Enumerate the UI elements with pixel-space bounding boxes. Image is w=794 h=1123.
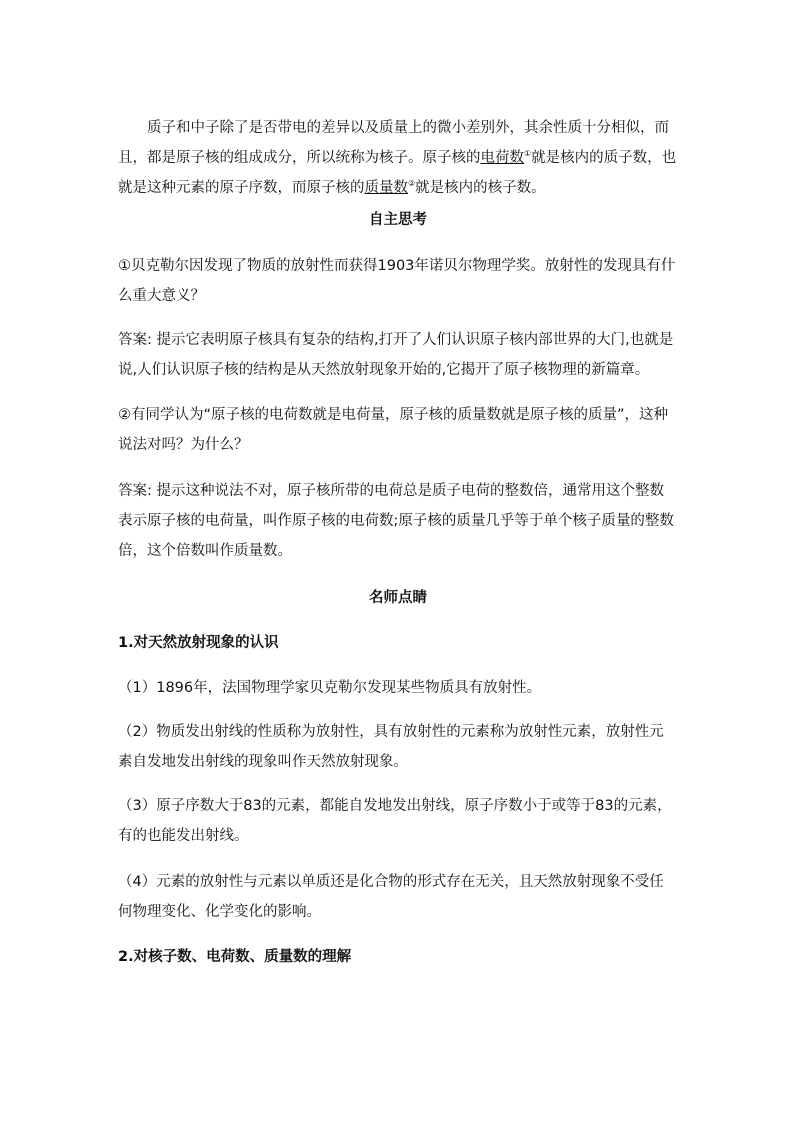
heading-radioactivity: 1.对天然放射现象的认识 bbox=[118, 635, 279, 651]
footnote-mark-2: ② bbox=[408, 179, 416, 188]
answer-1: 答案: 提示它表明原子核具有复杂的结构,打开了人们认识原子核内部世界的大门,也就是说,人们认识原子核的结构是从天然放射现象开始的,它揭开了原子核物理的新篇章。 bbox=[118, 332, 674, 378]
term-mass-number: 质量数 bbox=[364, 180, 408, 196]
list-item: （2）物质发出射线的性质称为放射性，具有放射性的元素称为放射性元素，放射性元素自发地发出射线的现象叫作天然放射现象。 bbox=[118, 724, 664, 770]
intro-text-3: 就是核内的核子数。 bbox=[415, 180, 546, 196]
question-2: ②有同学认为“原子核的电荷数就是电荷量，原子核的质量数就是原子核的质量”，这种说法对吗？为什么？ bbox=[118, 407, 669, 453]
intro-text-1: 质子和中子除了是否带电的差异以及质量上的微小差别外，其余性质十分相似，而且，都是原子核的组成成分，所以统称为核子。原子核的 bbox=[118, 120, 669, 166]
question-1: ①贝克勒尔因发现了物质的放射性而获得1903年诺贝尔物理学奖。放射性的发现具有什么重大意义？ bbox=[118, 258, 676, 304]
heading-nucleon-numbers: 2.对核子数、电荷数、质量数的理解 bbox=[118, 949, 352, 965]
intro-paragraph bbox=[118, 113, 678, 203]
footnote-mark-1: ① bbox=[524, 149, 532, 158]
answer-2: 答案: 提示这种说法不对，原子核所带的电荷总是质子电荷的整数倍，通常用这个整数表示原子核的电荷量，叫作原子核的电荷数;原子核的质量几乎等于单个核子质量的整数倍，这个倍数叫作质量数。 bbox=[118, 483, 674, 559]
section-title-self-thinking: 自主思考 bbox=[369, 212, 427, 228]
list-item: （4）元素的放射性与元素以单质还是化合物的形式存在无关，且天然放射现象不受任何物理变化、化学变化的影响。 bbox=[118, 874, 664, 920]
intro-text-2: 就是核内的质子数，也就是这种元素的原子序数，而原子核的 bbox=[118, 150, 677, 196]
list-item: （3）原子序数大于83的元素，都能自发地发出射线，原子序数小于或等于83的元素，有的也能发出射线。 bbox=[118, 798, 672, 844]
list-item: （1）1896年，法国物理学家贝克勒尔发现某些物质具有放射性。 bbox=[118, 680, 542, 696]
term-charge-number: 电荷数 bbox=[480, 150, 524, 166]
section-title-teacher-tips: 名师点睛 bbox=[369, 590, 427, 606]
